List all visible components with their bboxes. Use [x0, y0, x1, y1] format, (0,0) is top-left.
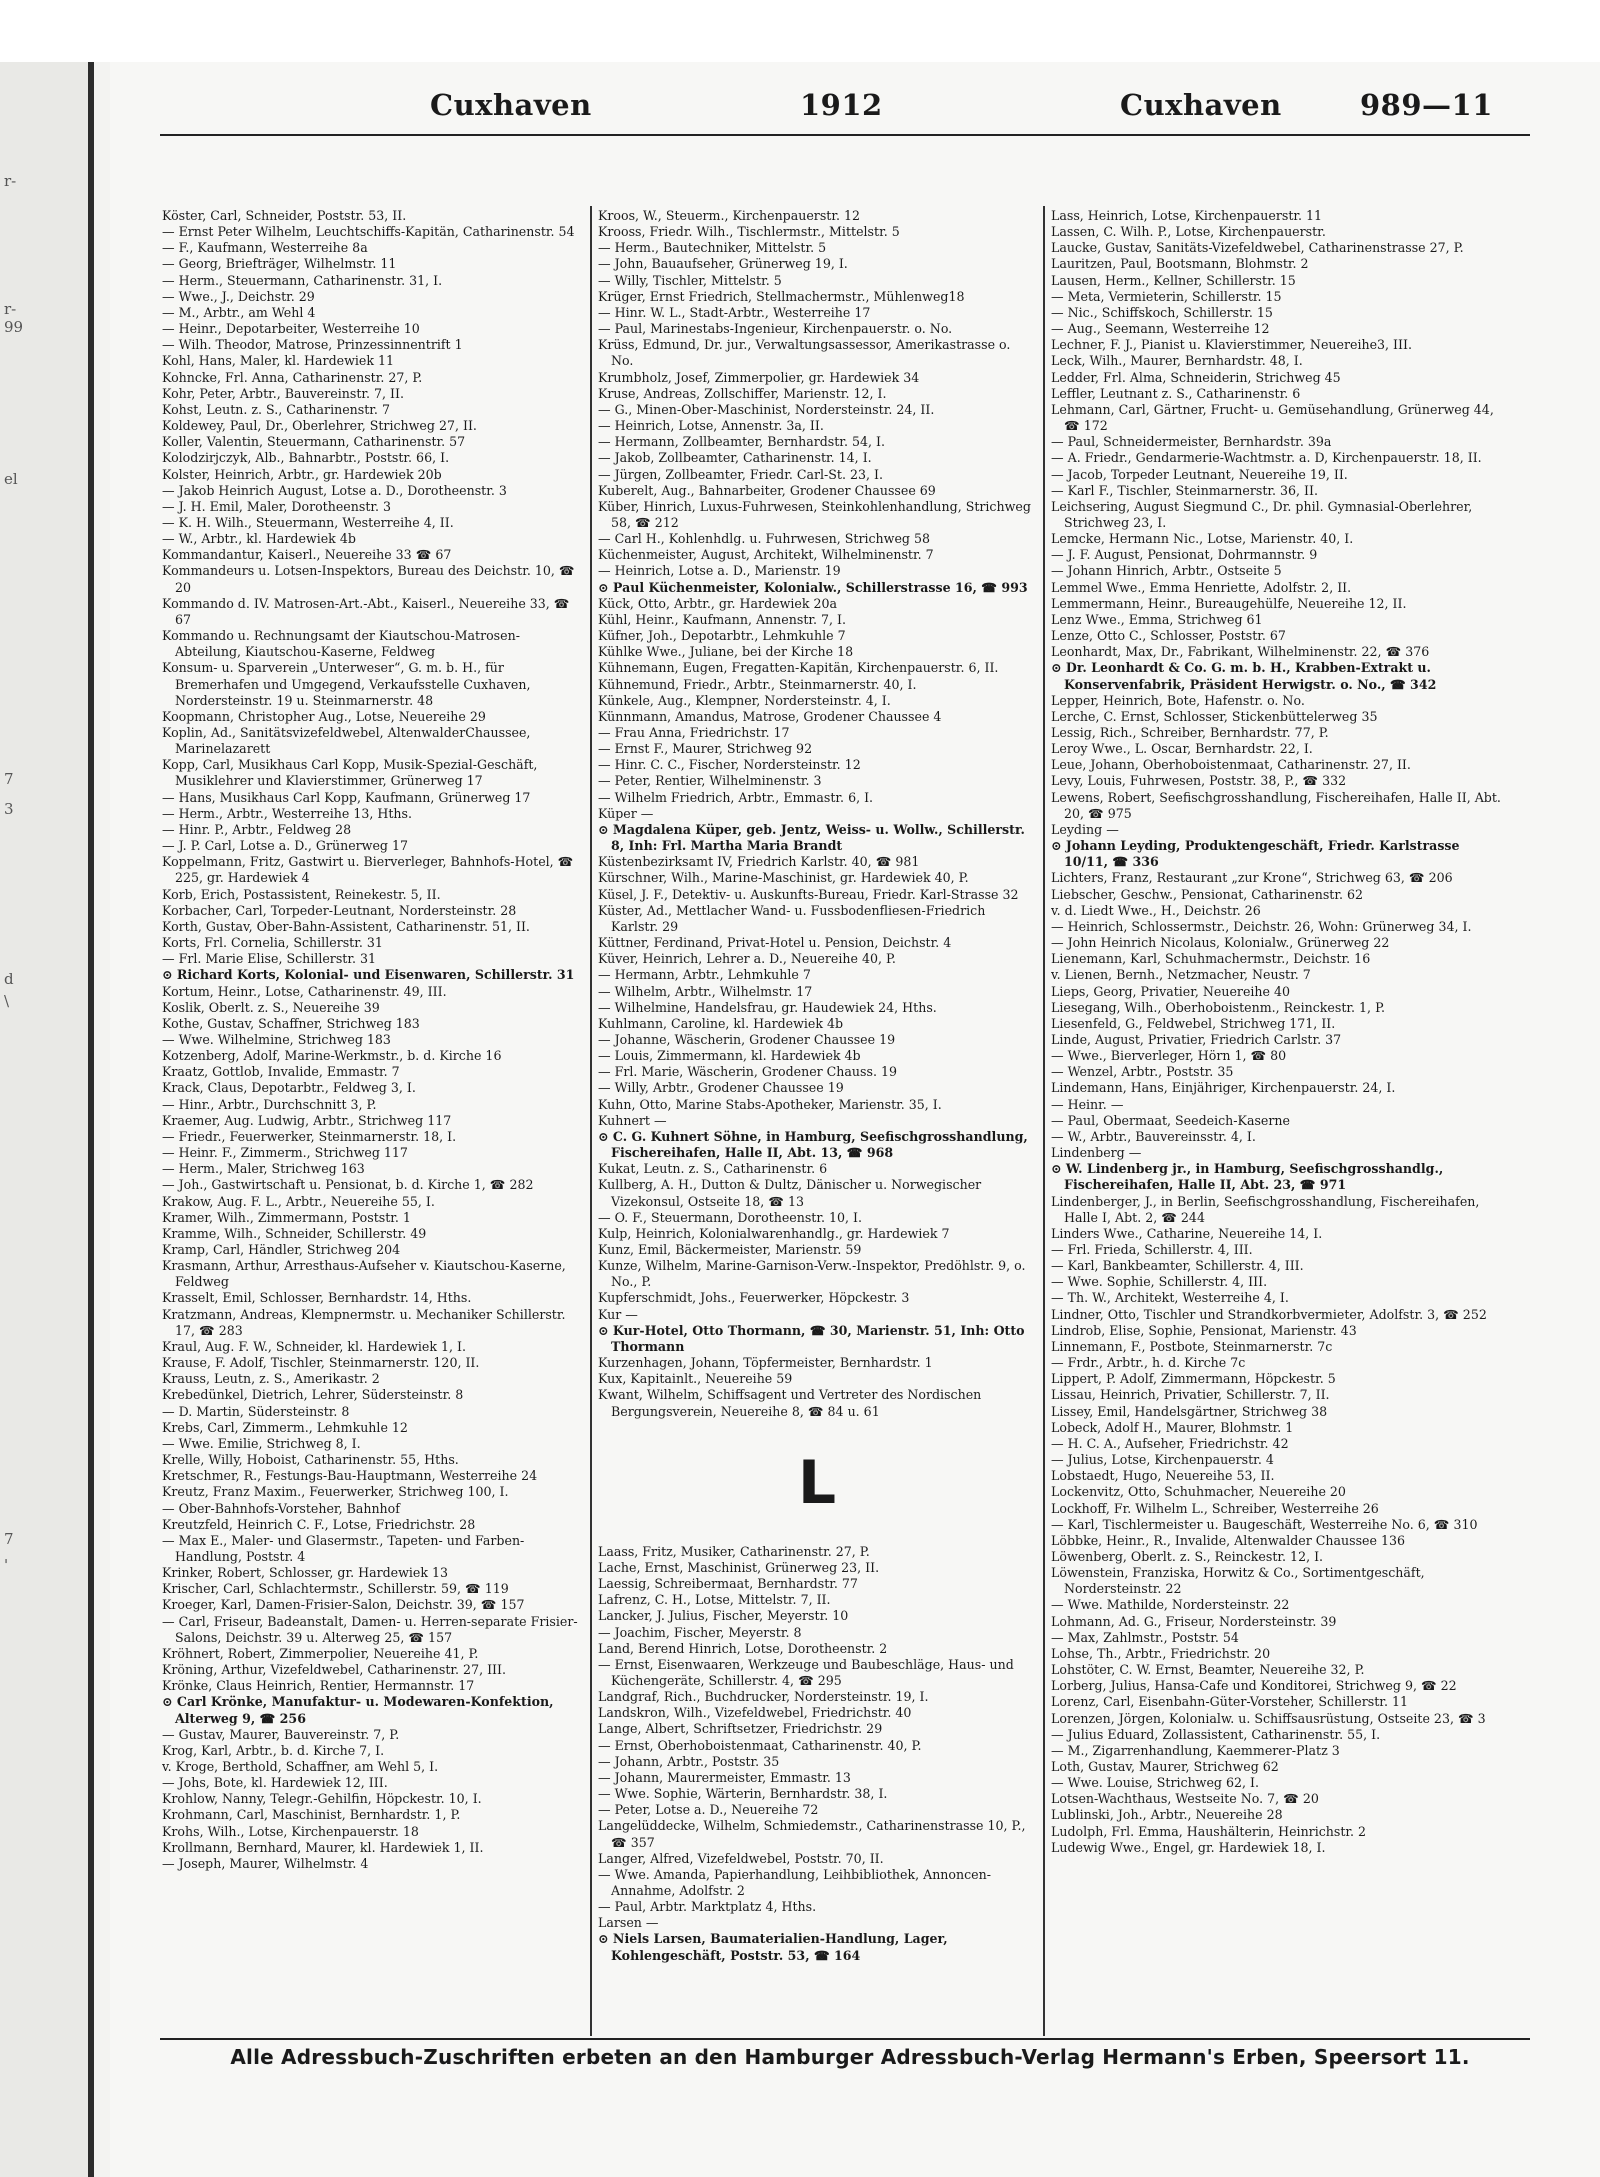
directory-entry: Kraemer, Aug. Ludwig, Arbtr., Strichweg 117	[162, 1112, 452, 1128]
directory-entry: Krasselt, Emil, Schlosser, Bernhardstr. 14, Hths.	[162, 1290, 472, 1306]
directory-entry: — Joseph, Maurer, Wilhelmstr. 4	[162, 1855, 369, 1871]
directory-entry: Lieps, Georg, Privatier, Neuereihe 40	[1051, 983, 1291, 999]
header-year: 1912	[800, 88, 883, 122]
directory-entry: — Paul, Marinestabs-Ingenieur, Kirchenpauerstr. o. No.	[598, 321, 953, 337]
directory-entry: — Ernst Peter Wilhelm, Leuchtschiffs-Kapitän, Catharinenstr. 54	[162, 224, 575, 240]
directory-entry: Koopmann, Christopher Aug., Lotse, Neuereihe 29	[162, 708, 486, 724]
directory-entry: — Wwe. Amanda, Papierhandlung, Leihbibliothek, Annoncen-Annahme, Adolfstr. 2	[598, 1866, 991, 1898]
directory-entry: — Frdr., Arbtr., h. d. Kirche 7c	[1051, 1355, 1246, 1371]
directory-entry: — Wwe. Louise, Strichweg 62, I.	[1051, 1775, 1259, 1791]
directory-entry: Kramme, Wilh., Schneider, Schillerstr. 49	[162, 1225, 427, 1241]
directory-entry: Linders Wwe., Catharine, Neuereihe 14, I.	[1051, 1225, 1323, 1241]
directory-entry: — G., Minen-Ober-Maschinist, Nordersteinstr. 24, II.	[598, 401, 935, 417]
directory-entry: — Friedr., Feuerwerker, Steinmarnerstr. 18, I.	[162, 1128, 457, 1144]
firm-entry: ⊙ Kur-Hotel, Otto Thormann, ☎ 30, Marienstr. 51, Inh: Otto Thormann	[598, 1322, 1025, 1354]
directory-entry: Lippert, P. Adolf, Zimmermann, Höpckestr. 5	[1051, 1371, 1336, 1387]
directory-entry: Landskron, Wilh., Vizefeldwebel, Friedrichstr. 40	[598, 1705, 912, 1721]
directory-entry: Lafrenz, C. H., Lotse, Mittelstr. 7, II.	[598, 1592, 831, 1608]
directory-entry: — Johs, Bote, kl. Hardewiek 12, III.	[162, 1775, 388, 1791]
directory-entry: — Johann Hinrich, Arbtr., Ostseite 5	[1051, 563, 1282, 579]
directory-entry: Lauritzen, Paul, Bootsmann, Blohmstr. 2	[1051, 256, 1309, 272]
directory-entry: Lindrob, Elise, Sophie, Pensionat, Marienstr. 43	[1051, 1322, 1357, 1338]
directory-entry: — Heinr. —	[1051, 1096, 1124, 1112]
directory-entry: Korth, Gustav, Ober-Bahn-Assistent, Catharinenstr. 51, II.	[162, 918, 530, 934]
directory-entry: — Jacob, Torpeder Leutnant, Neuereihe 19, II.	[1051, 466, 1348, 482]
directory-entry: — Hinr., Arbtr., Durchschnitt 3, P.	[162, 1096, 377, 1112]
directory-entry: Lohse, Th., Arbtr., Friedrichstr. 20	[1051, 1645, 1271, 1661]
firm-entry: ⊙ Richard Korts, Kolonial- und Eisenwaren, Schillerstr. 31	[162, 967, 575, 983]
directory-entry: — Jürgen, Zollbeamter, Friedr. Carl-St. 23, I.	[598, 466, 884, 482]
directory-entry: — Hinr. W. L., Stadt-Arbtr., Westerreihe 17	[598, 304, 871, 320]
directory-entry: — Heinrich, Schlossermstr., Deichstr. 26, Wohn: Grünerweg 34, I.	[1051, 918, 1472, 934]
directory-entry: Lorenz, Carl, Eisenbahn-Güter-Vorsteher, Schillerstr. 11	[1051, 1694, 1408, 1710]
directory-entry: Lockhoff, Fr. Wilhelm L., Schreiber, Westerreihe 26	[1051, 1500, 1379, 1516]
directory-entry: — Wilhelm, Arbtr., Wilhelmstr. 17	[598, 983, 813, 999]
directory-entry: Kuhlmann, Caroline, kl. Hardewiek 4b	[598, 1015, 844, 1031]
directory-entry: Land, Berend Hinrich, Lotse, Dorotheenstr. 2	[598, 1640, 888, 1656]
directory-entry: — Hermann, Arbtr., Lehmkuhle 7	[598, 967, 811, 983]
directory-entry: — Carl H., Kohlenhdlg. u. Fuhrwesen, Strichweg 58	[598, 531, 930, 547]
directory-entry: Kohst, Leutn. z. S., Catharinenstr. 7	[162, 401, 390, 417]
directory-entry: Kraatz, Gottlob, Invalide, Emmastr. 7	[162, 1064, 400, 1080]
directory-entry: Ledder, Frl. Alma, Schneiderin, Strichweg 45	[1051, 369, 1341, 385]
directory-column-3	[1051, 208, 1503, 2038]
directory-entry: — Ernst F., Maurer, Strichweg 92	[598, 741, 813, 757]
directory-entry: — O. F., Steuermann, Dorotheenstr. 10, I.	[598, 1209, 863, 1225]
directory-entry: Küstenbezirksamt IV, Friedrich Karlstr. 40, ☎ 981	[598, 854, 920, 870]
directory-entry: Leffler, Leutnant z. S., Catharinenstr. 6	[1051, 385, 1301, 401]
directory-entry: Ludolph, Frl. Emma, Haushälterin, Heinrichstr. 2	[1051, 1823, 1367, 1839]
directory-entry: Lockenvitz, Otto, Schuhmacher, Neuereihe 20	[1051, 1484, 1346, 1500]
directory-entry: — Heinr. F., Zimmerm., Strichweg 117	[162, 1145, 408, 1161]
directory-entry: Lindner, Otto, Tischler und Strandkorbvermieter, Adolfstr. 3, ☎ 252	[1051, 1306, 1487, 1322]
footer-rule	[160, 2038, 1530, 2040]
directory-entry: — Hinr. P., Arbtr., Feldweg 28	[162, 821, 352, 837]
directory-entry: Lohstöter, C. W. Ernst, Beamter, Neuereihe 32, P.	[1051, 1662, 1365, 1678]
directory-entry: Kuhn, Otto, Marine Stabs-Apotheker, Marienstr. 35, I.	[598, 1096, 942, 1112]
stray-mark: 7	[4, 1530, 14, 1548]
directory-entry: Laass, Fritz, Musiker, Catharinenstr. 27, P.	[598, 1543, 870, 1559]
directory-entry: Laucke, Gustav, Sanitäts-Vizefeldwebel, Catharinenstrasse 27, P.	[1051, 240, 1464, 256]
stray-mark: 99	[4, 318, 24, 336]
directory-entry: — John Heinrich Nicolaus, Kolonialw., Grünerweg 22	[1051, 935, 1390, 951]
firm-entry: ⊙ Dr. Leonhardt & Co. G. m. b. H., Krabben-Extrakt u. Konservenfabrik, Präsident Herwigstr. o. No., ☎ 342	[1051, 660, 1437, 692]
publisher-footer: Alle Adressbuch-Zuschriften erbeten an den Hamburger Adressbuch-Verlag Hermann's Erben, Speersort 11.	[230, 2045, 1470, 2069]
directory-entry: Kroeger, Karl, Damen-Frisier-Salon, Deichstr. 39, ☎ 157	[162, 1597, 525, 1613]
directory-entry: — Hinr. C. C., Fischer, Nordersteinstr. 12	[598, 757, 861, 773]
stray-mark: d	[4, 970, 14, 988]
directory-entry: Kur —	[598, 1306, 638, 1322]
scan-top-margin	[0, 0, 1600, 62]
directory-entry: Kolster, Heinrich, Arbtr., gr. Hardewiek 20b	[162, 466, 442, 482]
directory-entry: Kotzenberg, Adolf, Marine-Werkmstr., b. d. Kirche 16	[162, 1048, 502, 1064]
directory-entry: Kühlke Wwe., Juliane, bei der Kirche 18	[598, 644, 854, 660]
directory-entry: Kunze, Wilhelm, Marine-Garnison-Verw.-Inspektor, Predöhlstr. 9, o. No., P.	[598, 1258, 1026, 1290]
directory-entry: Kraul, Aug. F. W., Schneider, kl. Hardewiek 1, I.	[162, 1338, 467, 1354]
directory-entry: — Paul, Schneidermeister, Bernhardstr. 39a	[1051, 434, 1332, 450]
directory-entry: — Aug., Seemann, Westerreihe 12	[1051, 321, 1270, 337]
directory-entry: — W., Arbtr., kl. Hardewiek 4b	[162, 531, 356, 547]
directory-entry: Lissau, Heinrich, Privatier, Schillerstr. 7, II.	[1051, 1387, 1330, 1403]
directory-column-1	[162, 208, 584, 2038]
directory-entry: Kwant, Wilhelm, Schiffsagent und Vertreter des Nordischen Bergungsverein, Neuereihe 8, ☎ 84 u. 61	[598, 1387, 982, 1419]
directory-entry: Lerche, C. Ernst, Schlosser, Stickenbüttelerweg 35	[1051, 708, 1378, 724]
directory-entry: — Karl, Tischlermeister u. Baugeschäft, Westerreihe No. 6, ☎ 310	[1051, 1516, 1478, 1532]
directory-entry: Kux, Kapitainlt., Neuereihe 59	[598, 1371, 793, 1387]
directory-entry: Lorberg, Julius, Hansa-Cafe und Konditorei, Strichweg 9, ☎ 22	[1051, 1678, 1457, 1694]
directory-entry: Lindenberger, J., in Berlin, Seefischgrosshandlung, Fischereihafen, Halle I, Abt. 2, ☎ 244	[1051, 1193, 1480, 1225]
directory-entry: Krause, F. Adolf, Tischler, Steinmarnerstr. 120, II.	[162, 1355, 480, 1371]
header-rule	[160, 134, 1530, 136]
directory-entry: — Joh., Gastwirtschaft u. Pensionat, b. d. Kirche 1, ☎ 282	[162, 1177, 534, 1193]
directory-entry: Langer, Alfred, Vizefeldwebel, Poststr. 70, II.	[598, 1850, 884, 1866]
directory-entry: Lichters, Franz, Restaurant „zur Krone“, Strichweg 63, ☎ 206	[1051, 870, 1453, 886]
page-header	[160, 88, 1530, 128]
directory-entry: — Nic., Schiffskoch, Schillerstr. 15	[1051, 304, 1273, 320]
directory-entry: — J. P. Carl, Lotse a. D., Grünerweg 17	[162, 838, 408, 854]
directory-entry: Leichsering, August Siegmund C., Dr. phil. Gymnasial-Oberlehrer, Strichweg 23, I.	[1051, 498, 1473, 530]
directory-entry: Kommando u. Rechnungsamt der Kiautschou-Matrosen-Abteilung, Kiautschou-Kaserne, Feldweg	[162, 628, 520, 660]
directory-entry: Lublinski, Joh., Arbtr., Neuereihe 28	[1051, 1807, 1283, 1823]
directory-entry: Laessig, Schreibermaat, Bernhardstr. 77	[598, 1576, 858, 1592]
directory-entry: Kothe, Gustav, Schaffner, Strichweg 183	[162, 1015, 420, 1031]
firm-entry: ⊙ Johann Leyding, Produktengeschäft, Friedr. Karlstrasse 10/11, ☎ 336	[1051, 838, 1460, 870]
directory-entry: Levy, Louis, Fuhrwesen, Poststr. 38, P., ☎ 332	[1051, 773, 1347, 789]
directory-entry: Lemcke, Hermann Nic., Lotse, Marienstr. 40, I.	[1051, 531, 1354, 547]
firm-entry: ⊙ Magdalena Küper, geb. Jentz, Weiss- u. Wollw., Schillerstr. 8, Inh: Frl. Martha Maria Brandt	[598, 821, 1025, 854]
column-divider	[1043, 206, 1045, 2036]
directory-entry: Küttner, Ferdinand, Privat-Hotel u. Pension, Deichstr. 4	[598, 935, 952, 951]
directory-entry: Lehmann, Carl, Gärtner, Frucht- u. Gemüsehandlung, Grünerweg 44, ☎ 172	[1051, 401, 1494, 434]
directory-entry: Kukat, Leutn. z. S., Catharinenstr. 6	[598, 1161, 828, 1177]
directory-entry: — Peter, Lotse a. D., Neuereihe 72	[598, 1802, 819, 1818]
directory-entry: Krüss, Edmund, Dr. jur., Verwaltungsassessor, Amerikastrasse o. No.	[598, 337, 1011, 369]
directory-entry: — Frl. Marie Elise, Schillerstr. 31	[162, 951, 377, 967]
directory-entry: Kommandantur, Kaiserl., Neuereihe 33 ☎ 67	[162, 547, 452, 563]
directory-entry: Kopp, Carl, Musikhaus Carl Kopp, Musik-Spezial-Geschäft, Musiklehrer und Klavierstimmer, Grünerweg 17	[162, 757, 538, 789]
directory-entry: Lange, Albert, Schriftsetzer, Friedrichstr. 29	[598, 1721, 883, 1737]
directory-entry: Leck, Wilh., Maurer, Bernhardstr. 48, I.	[1051, 353, 1303, 369]
directory-entry: Kuhnert —	[598, 1112, 667, 1128]
directory-entry: Küchenmeister, August, Architekt, Wilhelminenstr. 7	[598, 547, 934, 563]
firm-entry: ⊙ W. Lindenberg jr., in Hamburg, Seefischgrosshandlg., Fischereihafen, Halle II, Abt. 23, ☎ 971	[1051, 1161, 1444, 1193]
stray-mark: el	[4, 470, 18, 488]
directory-entry: — Max E., Maler- und Glasermstr., Tapeten- und Farben-Handlung, Poststr. 4	[162, 1532, 525, 1564]
directory-entry: — J. H. Emil, Maler, Dorotheenstr. 3	[162, 498, 392, 514]
directory-entry: — Willy, Tischler, Mittelstr. 5	[598, 272, 782, 288]
directory-entry: Lissey, Emil, Handelsgärtner, Strichweg 38	[1051, 1403, 1328, 1419]
directory-entry: Köster, Carl, Schneider, Poststr. 53, II.	[162, 208, 407, 223]
directory-entry: Lindemann, Hans, Einjähriger, Kirchenpauerstr. 24, I.	[1051, 1080, 1396, 1096]
directory-entry: — John, Bauaufseher, Grünerweg 19, I.	[598, 256, 848, 272]
directory-entry: Krohs, Wilh., Lotse, Kirchenpauerstr. 18	[162, 1823, 419, 1839]
firm-entry: ⊙ Paul Küchenmeister, Kolonialw., Schillerstrasse 16, ☎ 993	[598, 579, 1028, 595]
directory-entry: — Louis, Zimmermann, kl. Hardewiek 4b	[598, 1048, 861, 1064]
directory-entry: Küsel, J. F., Detektiv- u. Auskunfts-Bureau, Friedr. Karl-Strasse 32	[598, 886, 1019, 902]
directory-entry: Larsen —	[598, 1915, 659, 1931]
directory-entry: Löwenberg, Oberlt. z. S., Reinckestr. 12, I.	[1051, 1548, 1324, 1564]
directory-entry: Kunz, Emil, Bäckermeister, Marienstr. 59	[598, 1242, 862, 1257]
directory-entry: Lechner, F. J., Pianist u. Klavierstimmer, Neuereihe3, III.	[1051, 337, 1412, 353]
directory-entry: — M., Arbtr., am Wehl 4	[162, 304, 316, 320]
directory-entry: Küber, Hinrich, Luxus-Fuhrwesen, Steinkohlenhandlung, Strichweg 58, ☎ 212	[598, 498, 1031, 530]
directory-entry: Krohlow, Nanny, Telegr.-Gehilfin, Höpckestr. 10, I.	[162, 1791, 482, 1807]
directory-entry: — Karl, Bankbeamter, Schillerstr. 4, III.	[1051, 1258, 1304, 1274]
directory-entry: — Ernst, Eisenwaaren, Werkzeuge und Baubeschläge, Haus- und Küchengeräte, Schillerstr. 4, ☎ 295	[598, 1656, 1014, 1688]
directory-entry: Lemmermann, Heinr., Bureaugehülfe, Neuereihe 12, II.	[1051, 595, 1407, 611]
directory-entry: Liesenfeld, G., Feldwebel, Strichweg 171, II.	[1051, 1015, 1336, 1031]
directory-entry: v. Lienen, Bernh., Netzmacher, Neustr. 7	[1051, 967, 1311, 983]
directory-entry: Kreutzfeld, Heinrich C. F., Lotse, Friedrichstr. 28	[162, 1516, 476, 1532]
directory-entry: Krüger, Ernst Friedrich, Stellmachermstr., Mühlenweg18	[598, 288, 965, 304]
directory-entry: Lenze, Otto C., Schlosser, Poststr. 67	[1051, 628, 1286, 644]
directory-entry: Lepper, Heinrich, Bote, Hafenstr. o. No.	[1051, 692, 1305, 708]
directory-entry: Krischer, Carl, Schlachtermstr., Schillerstr. 59, ☎ 119	[162, 1581, 509, 1597]
directory-entry: — H. C. A., Aufseher, Friedrichstr. 42	[1051, 1435, 1289, 1451]
directory-entry: — Paul, Obermaat, Seedeich-Kaserne	[1051, 1112, 1290, 1128]
directory-entry: — Gustav, Maurer, Bauvereinstr. 7, P.	[162, 1726, 400, 1742]
directory-entry: Küfner, Joh., Depotarbtr., Lehmkuhle 7	[598, 628, 846, 644]
directory-entry: — Max, Zahlmstr., Poststr. 54	[1051, 1629, 1239, 1645]
directory-entry: Linnemann, F., Postbote, Steinmarnerstr. 7c	[1051, 1338, 1333, 1354]
directory-entry: Koplin, Ad., Sanitätsvizefeldwebel, AltenwalderChaussee, Marinelazarett	[162, 725, 531, 757]
directory-entry: — Meta, Vermieterin, Schillerstr. 15	[1051, 288, 1282, 304]
directory-entry: Landgraf, Rich., Buchdrucker, Nordersteinstr. 19, I.	[598, 1689, 929, 1705]
directory-entry: Krohmann, Carl, Maschinist, Bernhardstr. 1, P.	[162, 1807, 461, 1823]
directory-entry: Kohncke, Frl. Anna, Catharinenstr. 27, P.	[162, 369, 423, 385]
directory-entry: Lindenberg —	[1051, 1145, 1142, 1161]
directory-entry: Lohmann, Ad. G., Friseur, Nordersteinstr. 39	[1051, 1613, 1337, 1629]
directory-entry: — Wilh. Theodor, Matrose, Prinzessinnentrift 1	[162, 337, 463, 353]
directory-entry: Löwenstein, Franziska, Horwitz & Co., Sortimentgeschäft, Nordersteinstr. 22	[1051, 1565, 1425, 1597]
directory-entry: Krebedünkel, Dietrich, Lehrer, Südersteinstr. 8	[162, 1387, 464, 1403]
directory-entry: — Ernst, Oberhoboistenmaat, Catharinenstr. 40, P.	[598, 1737, 922, 1753]
directory-entry: — Herm., Maler, Strichweg 163	[162, 1161, 365, 1177]
directory-entry: Kroos, W., Steuerm., Kirchenpauerstr. 12	[598, 208, 861, 223]
directory-entry: — Karl F., Tischler, Steinmarnerstr. 36, II.	[1051, 482, 1319, 498]
stray-mark: 7	[4, 770, 14, 788]
directory-entry: Kulp, Heinrich, Kolonialwarenhandlg., gr. Hardewiek 7	[598, 1225, 950, 1241]
directory-entry: Langelüddecke, Wilhelm, Schmiedemstr., Catharinenstrasse 10, P., ☎ 357	[598, 1818, 1026, 1850]
directory-entry: Korts, Frl. Cornelia, Schillerstr. 31	[162, 935, 383, 951]
directory-entry: — J. F. August, Pensionat, Dohrmannstr. 9	[1051, 547, 1318, 563]
stray-mark: r-	[4, 300, 17, 318]
directory-entry: Krack, Claus, Depotarbtr., Feldweg 3, I.	[162, 1080, 416, 1096]
directory-entry: Krumbholz, Josef, Zimmerpolier, gr. Hardewiek 34	[598, 369, 920, 385]
section-letter: L	[797, 1447, 837, 1518]
stray-mark: r-	[4, 172, 17, 190]
directory-entry: Kommandeurs u. Lotsen-Inspektors, Bureau des Deichstr. 10, ☎ 20	[162, 563, 575, 595]
directory-entry: Leyding —	[1051, 821, 1119, 837]
directory-entry: Krooss, Friedr. Wilh., Tischlermstr., Mittelstr. 5	[598, 224, 900, 240]
directory-entry: Lancker, J. Julius, Fischer, Meyerstr. 10	[598, 1608, 849, 1624]
directory-entry: — Georg, Briefträger, Wilhelmstr. 11	[162, 256, 397, 272]
stray-mark: '	[4, 1556, 9, 1574]
directory-entry: — Herm., Arbtr., Westerreihe 13, Hths.	[162, 805, 412, 821]
directory-entry: Krelle, Willy, Hoboist, Catharinenstr. 55, Hths.	[162, 1452, 459, 1468]
directory-entry: Loth, Gustav, Maurer, Strichweg 62	[1051, 1759, 1279, 1774]
directory-entry: Lass, Heinrich, Lotse, Kirchenpauerstr. 11	[1051, 208, 1323, 223]
directory-entry: — Ober-Bahnhofs-Vorsteher, Bahnhof	[162, 1500, 400, 1516]
directory-entry: — K. H. Wilh., Steuermann, Westerreihe 4, II.	[162, 514, 454, 530]
directory-entry: Lausen, Herm., Kellner, Schillerstr. 15	[1051, 272, 1296, 288]
directory-entry: — Hermann, Zollbeamter, Bernhardstr. 54, I.	[598, 434, 885, 450]
directory-entry: Liesegang, Wilh., Oberhoboistenm., Reinckestr. 1, P.	[1051, 999, 1385, 1015]
directory-entry: — Wwe., J., Deichstr. 29	[162, 288, 315, 304]
directory-entry: Kramp, Carl, Händler, Strichweg 204	[162, 1242, 401, 1257]
directory-entry: — Heinrich, Lotse a. D., Marienstr. 19	[598, 563, 841, 579]
directory-entry: — Wwe. Sophie, Schillerstr. 4, III.	[1051, 1274, 1268, 1290]
directory-entry: — Herm., Bautechniker, Mittelstr. 5	[598, 240, 827, 256]
directory-entry: — Joachim, Fischer, Meyerstr. 8	[598, 1624, 802, 1640]
directory-entry: Lewens, Robert, Seefischgrosshandlung, Fischereihafen, Halle II, Abt. 20, ☎ 975	[1051, 789, 1501, 821]
directory-entry: — Paul, Arbtr. Marktplatz 4, Hths.	[598, 1899, 817, 1915]
directory-entry: Kortum, Heinr., Lotse, Catharinenstr. 49, III.	[162, 983, 447, 999]
directory-entry: — Jakob Heinrich August, Lotse a. D., Dorotheenstr. 3	[162, 482, 507, 498]
previous-page-edge	[0, 62, 92, 2177]
directory-entry: — Herm., Steuermann, Catharinenstr. 31, I.	[162, 272, 443, 288]
directory-entry: — Wilhelmine, Handelsfrau, gr. Haudewiek 24, Hths.	[598, 999, 937, 1015]
header-city-left: Cuxhaven	[430, 88, 592, 122]
header-page-number: 989—11	[1360, 88, 1493, 122]
directory-entry: Leonhardt, Max, Dr., Fabrikant, Wilhelminenstr. 22, ☎ 376	[1051, 644, 1430, 660]
firm-entry: ⊙ Carl Krönke, Manufaktur- u. Modewaren-Konfektion, Alterweg 9, ☎ 256	[162, 1694, 554, 1726]
firm-entry: ⊙ Niels Larsen, Baumaterialien-Handlung, Lager, Kohlengeschäft, Poststr. 53, ☎ 164	[598, 1931, 948, 1963]
directory-entry: — Heinrich, Lotse, Annenstr. 3a, II.	[598, 418, 824, 434]
directory-entry: Kühl, Heinr., Kaufmann, Annenstr. 7, I.	[598, 611, 847, 627]
directory-entry: Kühnemund, Friedr., Arbtr., Steinmarnerstr. 40, I.	[598, 676, 917, 692]
directory-entry: Leroy Wwe., L. Oscar, Bernhardstr. 22, I.	[1051, 741, 1313, 757]
directory-entry: Lorenzen, Jörgen, Kolonialw. u. Schiffsausrüstung, Ostseite 23, ☎ 3	[1051, 1710, 1486, 1726]
directory-entry: — A. Friedr., Gendarmerie-Wachtmstr. a. D, Kirchenpauerstr. 18, II.	[1051, 450, 1482, 466]
directory-entry: Kurzenhagen, Johann, Töpfermeister, Bernhardstr. 1	[598, 1355, 933, 1371]
directory-entry: — Wwe. Wilhelmine, Strichweg 183	[162, 1031, 391, 1047]
header-city-right: Cuxhaven	[1120, 88, 1282, 122]
directory-entry: Krebs, Carl, Zimmerm., Lehmkuhle 12	[162, 1419, 408, 1435]
directory-entry: Künkele, Aug., Klempner, Nordersteinstr. 4, I.	[598, 692, 891, 708]
directory-entry: — M., Zigarrenhandlung, Kaemmerer-Platz 3	[1051, 1742, 1340, 1758]
directory-entry: — Th. W., Architekt, Westerreihe 4, I.	[1051, 1290, 1289, 1306]
directory-entry: — Wwe., Bierverleger, Hörn 1, ☎ 80	[1051, 1048, 1287, 1064]
directory-entry: Kück, Otto, Arbtr., gr. Hardewiek 20a	[598, 595, 838, 611]
directory-entry: — Peter, Rentier, Wilhelminenstr. 3	[598, 773, 822, 789]
directory-entry: Löbbke, Heinr., R., Invalide, Altenwalder Chaussee 136	[1051, 1532, 1405, 1548]
directory-entry: Krollmann, Bernhard, Maurer, kl. Hardewiek 1, II.	[162, 1839, 484, 1855]
directory-entry: Kohr, Peter, Arbtr., Bauvereinstr. 7, II.	[162, 385, 404, 401]
directory-entry: Kolodzirjczyk, Alb., Bahnarbtr., Poststr. 66, I.	[162, 450, 450, 466]
directory-entry: Lotsen-Wachthaus, Westseite No. 7, ☎ 20	[1051, 1791, 1319, 1807]
directory-entry: Krauss, Leutn, z. S., Amerikastr. 2	[162, 1371, 380, 1387]
directory-entry: Küver, Heinrich, Lehrer a. D., Neuereihe 40, P.	[598, 951, 896, 967]
directory-entry: — Frl. Marie, Wäscherin, Grodener Chauss. 19	[598, 1064, 897, 1080]
directory-entry: — Jakob, Zollbeamter, Catharinenstr. 14, I.	[598, 450, 872, 466]
directory-entry: — Hans, Musikhaus Carl Kopp, Kaufmann, Grünerweg 17	[162, 789, 531, 805]
directory-entry: Kommando d. IV. Matrosen-Art.-Abt., Kaiserl., Neuereihe 33, ☎ 67	[162, 595, 570, 627]
directory-entry: Kühnemann, Eugen, Fregatten-Kapitän, Kirchenpauerstr. 6, II.	[598, 660, 999, 676]
directory-entry: Kohl, Hans, Maler, kl. Hardewiek 11	[162, 353, 395, 369]
directory-entry: — Julius, Lotse, Kirchenpauerstr. 4	[1051, 1452, 1274, 1468]
directory-entry: — Willy, Arbtr., Grodener Chaussee 19	[598, 1080, 844, 1096]
directory-entry: Kratzmann, Andreas, Klempnermstr. u. Mechaniker Schillerstr. 17, ☎ 283	[162, 1306, 566, 1338]
directory-entry: Lobstaedt, Hugo, Neuereihe 53, II.	[1051, 1468, 1275, 1484]
directory-column-2	[598, 208, 1036, 2038]
directory-entry: Küper —	[598, 805, 654, 821]
directory-entry: Krakow, Aug. F. L., Arbtr., Neuereihe 55, I.	[162, 1193, 435, 1209]
directory-entry: — Frau Anna, Friedrichstr. 17	[598, 725, 790, 740]
directory-entry: — Wwe. Mathilde, Nordersteinstr. 22	[1051, 1597, 1290, 1613]
directory-entry: Liebscher, Geschw., Pensionat, Catharinenstr. 62	[1051, 886, 1364, 902]
directory-entry: — D. Martin, Südersteinstr. 8	[162, 1403, 350, 1419]
directory-entry: Künnmann, Amandus, Matrose, Grodener Chaussee 4	[598, 708, 942, 724]
directory-entry: Linde, August, Privatier, Friedrich Carlstr. 37	[1051, 1031, 1342, 1047]
stray-mark: \	[4, 992, 10, 1010]
directory-entry: — Wilhelm Friedrich, Arbtr., Emmastr. 6, I.	[598, 789, 874, 805]
directory-entry: Lienemann, Karl, Schuhmachermstr., Deichstr. 16	[1051, 951, 1371, 967]
directory-entry: Lache, Ernst, Maschinist, Grünerweg 23, II.	[598, 1559, 880, 1575]
directory-entry: — Wwe. Emilie, Strichweg 8, I.	[162, 1435, 361, 1451]
directory-entry: — Johann, Maurermeister, Emmastr. 13	[598, 1769, 851, 1785]
directory-entry: Kröning, Arthur, Vizefeldwebel, Catharinenstr. 27, III.	[162, 1662, 507, 1678]
directory-entry: Kullberg, A. H., Dutton & Dultz, Dänischer u. Norwegischer Vizekonsul, Ostseite 18, ☎ 13	[598, 1177, 982, 1209]
directory-entry: Lemmel Wwe., Emma Henriette, Adolfstr. 2, II.	[1051, 579, 1352, 595]
directory-entry: Korb, Erich, Postassistent, Reinekestr. 5, II.	[162, 886, 441, 902]
directory-entry: Kuberelt, Aug., Bahnarbeiter, Grodener Chaussee 69	[598, 482, 936, 498]
directory-entry: v. Kroge, Berthold, Schaffner, am Wehl 5, I.	[162, 1759, 439, 1774]
directory-entry: Koslik, Oberlt. z. S., Neuereihe 39	[162, 999, 380, 1015]
directory-entry: Kramer, Wilh., Zimmermann, Poststr. 1	[162, 1209, 411, 1225]
directory-entry: — W., Arbtr., Bauvereinsstr. 4, I.	[1051, 1128, 1256, 1144]
directory-entry: — Johanne, Wäscherin, Grodener Chaussee 19	[598, 1031, 896, 1047]
directory-entry: — F., Kaufmann, Westerreihe 8a	[162, 240, 368, 256]
directory-entry: Korbacher, Carl, Torpeder-Leutnant, Nordersteinstr. 28	[162, 902, 517, 918]
directory-entry: — Carl, Friseur, Badeanstalt, Damen- u. Herren-separate Frisier-Salons, Deichstr. 39 u. Alterweg 25, ☎ 157	[162, 1613, 578, 1645]
directory-entry: Kürschner, Wilh., Marine-Maschinist, gr. Hardewiek 40, P.	[598, 870, 969, 886]
directory-entry: Konsum- u. Sparverein „Unterweser“, G. m. b. H., für Bremerhafen und Umgegend, Verkaufsstelle Cuxhaven, Nordersteinstr. 19 u. Steinmarnerstr. 48	[162, 660, 531, 708]
stray-mark: 3	[4, 800, 14, 818]
book-spine	[88, 62, 94, 2177]
directory-entry: Krasmann, Arthur, Arresthaus-Aufseher v. Kiautschou-Kaserne, Feldweg	[162, 1258, 566, 1290]
directory-entry: Leue, Johann, Oberhoboistenmaat, Catharinenstr. 27, II.	[1051, 757, 1411, 773]
directory-entry: — Johann, Arbtr., Poststr. 35	[598, 1753, 780, 1769]
directory-entry: Lassen, C. Wilh. P., Lotse, Kirchenpauerstr.	[1051, 224, 1326, 240]
directory-entry: Kupferschmidt, Johs., Feuerwerker, Höpckestr. 3	[598, 1290, 910, 1306]
directory-entry: Koppelmann, Fritz, Gastwirt u. Bierverleger, Bahnhofs-Hotel, ☎ 225, gr. Hardewiek 4	[162, 854, 574, 886]
directory-entry: — Wenzel, Arbtr., Poststr. 35	[1051, 1064, 1234, 1080]
directory-entry: — Wwe. Sophie, Wärterin, Bernhardstr. 38, I.	[598, 1786, 888, 1802]
firm-entry: ⊙ C. G. Kuhnert Söhne, in Hamburg, Seefischgrosshandlung, Fischereihafen, Halle II, Abt. 13, ☎ 968	[598, 1128, 1028, 1161]
directory-entry: — Julius Eduard, Zollassistent, Catharinenstr. 55, I.	[1051, 1726, 1381, 1742]
directory-entry: — Heinr., Depotarbeiter, Westerreihe 10	[162, 321, 420, 337]
directory-entry: — Frl. Frieda, Schillerstr. 4, III.	[1051, 1242, 1253, 1257]
directory-entry: Koller, Valentin, Steuermann, Catharinenstr. 57	[162, 434, 466, 450]
directory-entry: Krönke, Claus Heinrich, Rentier, Hermannstr. 17	[162, 1678, 475, 1694]
directory-entry: Lenz Wwe., Emma, Strichweg 61	[1051, 611, 1263, 627]
directory-entry: Krog, Karl, Arbtr., b. d. Kirche 7, I.	[162, 1742, 385, 1758]
directory-entry: Kruse, Andreas, Zollschiffer, Marienstr. 12, I.	[598, 385, 887, 401]
directory-entry: Lessig, Rich., Schreiber, Bernhardstr. 77, P.	[1051, 725, 1329, 740]
column-divider	[590, 206, 592, 2036]
directory-entry: Ludewig Wwe., Engel, gr. Hardewiek 18, I.	[1051, 1839, 1326, 1855]
directory-entry: Kretschmer, R., Festungs-Bau-Hauptmann, Westerreihe 24	[162, 1468, 538, 1484]
directory-entry: v. d. Liedt Wwe., H., Deichstr. 26	[1051, 902, 1261, 918]
directory-entry: Küster, Ad., Mettlacher Wand- u. Fussbodenfliesen-Friedrich Karlstr. 29	[598, 902, 986, 934]
directory-entry: Krinker, Robert, Schlosser, gr. Hardewiek 13	[162, 1565, 449, 1581]
directory-entry: Koldewey, Paul, Dr., Oberlehrer, Strichweg 27, II.	[162, 418, 477, 434]
directory-entry: Kröhnert, Robert, Zimmerpolier, Neuereihe 41, P.	[162, 1645, 479, 1661]
directory-entry: Lobeck, Adolf H., Maurer, Blohmstr. 1	[1051, 1419, 1294, 1435]
directory-entry: Kreutz, Franz Maxim., Feuerwerker, Strichweg 100, I.	[162, 1484, 509, 1500]
